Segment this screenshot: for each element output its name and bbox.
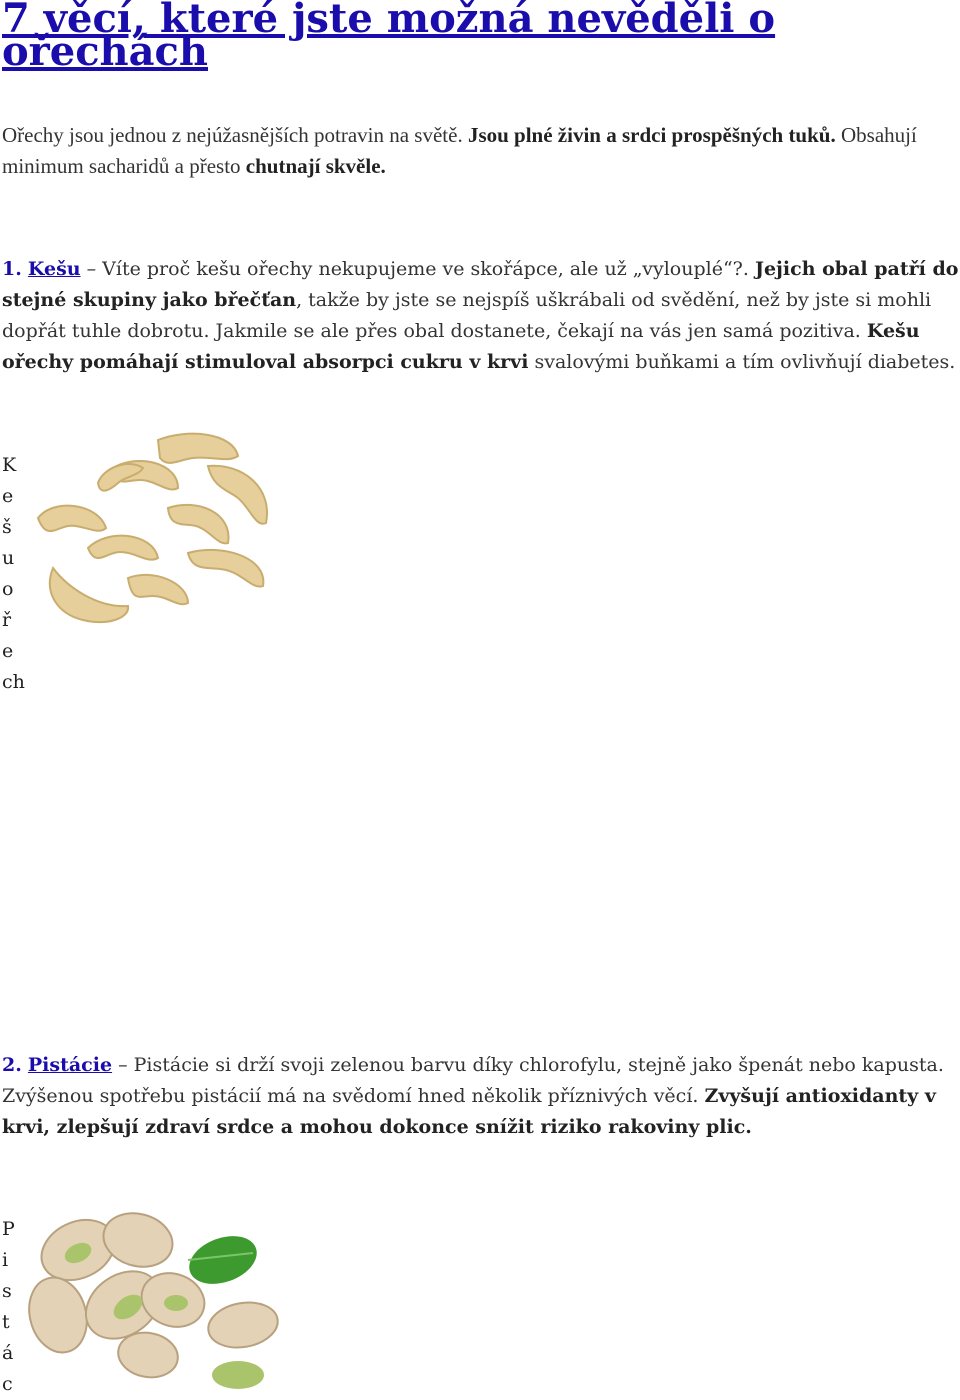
intro-bold-2: chutnají skvěle. (245, 154, 386, 178)
section-cashew (2, 254, 960, 378)
cashew-text-2: , takže by jste se nejspíš uškrábali od svědění, než by jste si mohli dopřát tuhle dobrotu. Jakmile se ale přes obal dostanete, čekají na vás jen samá pozitiva. (2, 289, 932, 342)
article-title-link[interactable]: 7 věcí, které jste možná nevěděli o ořechách (2, 0, 776, 75)
pistachio-image-caption: P i s t á c (2, 1218, 15, 1395)
pistachio-nuts-image (28, 1195, 280, 1395)
intro-text-2: Obsahují minimum sacharidů a přesto (2, 123, 917, 178)
pistachio-text-1: – Pistácie si drží svoji zelenou barvu díky chlorofylu, stejně jako špenát nebo kapusta. Zvýšenou spotřebu pistácií má na svědomí hned několik příznivých věcí. (2, 1054, 944, 1107)
section-pistachio (2, 1050, 960, 1143)
section-number: 1. (2, 258, 22, 280)
cashew-link[interactable]: Kešu (27, 258, 81, 280)
article-title[interactable] (2, 0, 952, 75)
cashew-text-1: – Víte proč kešu ořechy nekupujeme ve skořápce, ale už „vylouplé“?. (80, 258, 755, 280)
cashew-bold-2: Kešu ořechy pomáhají stimuloval absorpci cukru v krvi (2, 320, 920, 373)
pistachio-bold-1: Zvyšují antioxidanty v krvi, zlepšují zdraví srdce a mohou dokonce snížit riziko rakoviny plic. (2, 1085, 936, 1138)
intro-text-1: Ořechy jsou jednou z nejúžasnějších potravin na světě. (2, 123, 468, 147)
intro-bold-1: Jsou plné živin a srdci prospěšných tuků. (467, 123, 836, 147)
cashew-text-3: svalovými buňkami a tím ovlivňují diabetes. (528, 351, 956, 373)
cashew-image-caption: K e š u o ř e ch (2, 454, 25, 693)
cashew-bold-1: Jejich obal patří do stejné skupiny jako břečťan (2, 258, 959, 311)
cashew-nuts-image (28, 428, 278, 638)
section-number: 2. (2, 1054, 22, 1076)
pistachio-link[interactable]: Pistácie (27, 1054, 113, 1076)
intro-paragraph (2, 120, 960, 182)
